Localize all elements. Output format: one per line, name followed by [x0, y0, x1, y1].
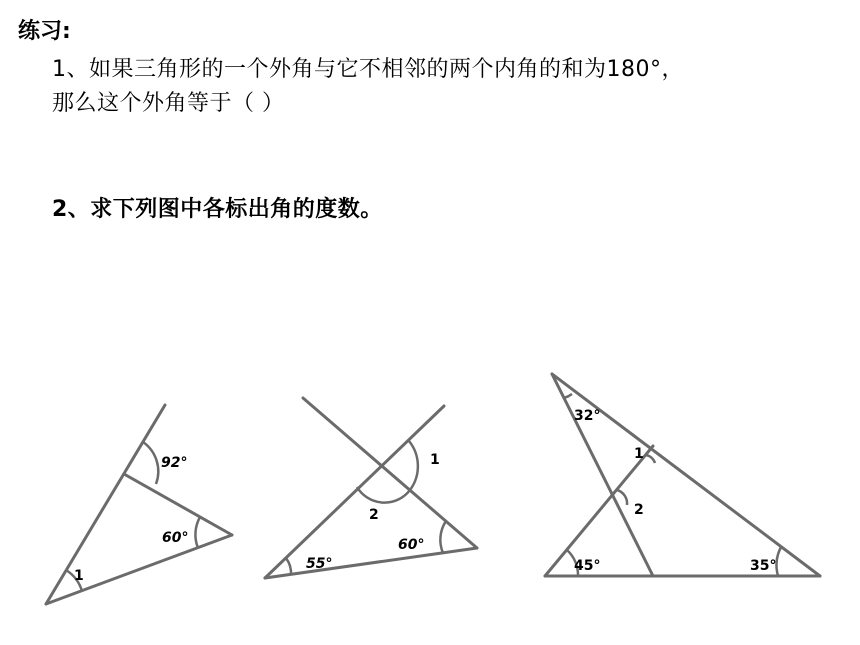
fig1-arc-60	[195, 517, 200, 548]
question-1-line-2: 那么这个外角等于（ ）	[52, 91, 285, 116]
fig3-arc-2	[617, 490, 627, 505]
fig2-arc-60	[440, 521, 446, 553]
fig2-arc-1	[409, 441, 418, 490]
question-1-line-1: 1、如果三角形的一个外角与它不相邻的两个内角的和为180°，	[52, 57, 684, 82]
fig2-right-line	[303, 398, 477, 548]
fig2-arc-2	[357, 487, 410, 503]
fig1-label-1: 1	[74, 568, 84, 584]
fig3-arc-32	[564, 394, 572, 398]
figure-1	[46, 405, 232, 604]
fig2-label-2: 2	[369, 507, 379, 523]
fig1-label-60: 60°	[162, 530, 189, 546]
fig3-arc-1	[646, 455, 655, 463]
fig2-base	[265, 548, 477, 578]
fig2-label-1: 1	[430, 452, 440, 468]
question-2: 2、求下列图中各标出角的度数。	[52, 197, 383, 222]
fig3-arc-35	[777, 547, 781, 576]
fig1-arc-92	[143, 442, 158, 484]
exercise-heading: 练习:	[18, 19, 71, 44]
fig1-left-side-extended	[46, 405, 165, 604]
fig2-label-55: 55°	[306, 556, 333, 572]
fig3-label-2: 2	[634, 502, 644, 518]
fig3-label-45: 45°	[574, 558, 601, 574]
fig3-inner-line	[552, 374, 653, 576]
fig2-label-60: 60°	[398, 537, 425, 553]
fig2-arc-55	[286, 558, 291, 575]
figure-3	[545, 374, 820, 576]
fig3-label-35: 35°	[750, 558, 777, 574]
fig3-label-32: 32°	[574, 408, 601, 424]
fig1-label-92: 92°	[161, 455, 188, 471]
fig3-label-1: 1	[634, 446, 644, 462]
fig3-right-side	[552, 374, 820, 576]
fig1-top-side	[124, 474, 232, 535]
figure-2	[265, 398, 477, 578]
